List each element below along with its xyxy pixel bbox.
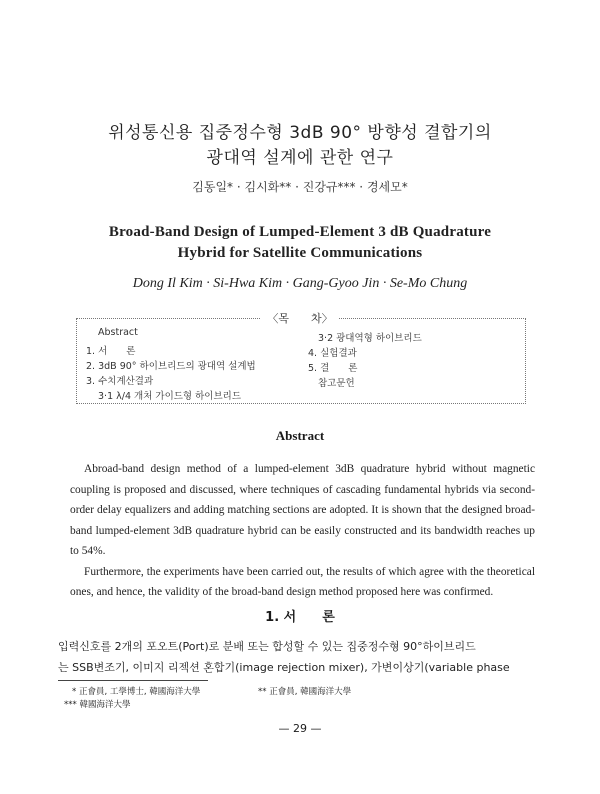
- footnote-3: *** 韓國海洋大學: [64, 700, 131, 710]
- korean-authors: 김동일* · 김시화** · 진강규*** · 경세모*: [192, 180, 408, 194]
- abstract-heading: Abstract: [275, 428, 325, 443]
- toc-right-item: 4. 실험결과: [308, 348, 357, 359]
- section-1-line-2: 는 SSB변조기, 이미지 리젝션 혼합기(image rejection mixer), 가변이상기(variable phase: [58, 661, 510, 674]
- toc-left-item: 3·1 λ/4 개처 가이드형 하이브리드: [98, 391, 242, 402]
- section-1-body: [58, 636, 548, 678]
- toc-left-item: 2. 3dB 90° 하이브리드의 광대역 설계법: [86, 361, 256, 372]
- section-1-line-1: 입력신호를 2개의 포오트(Port)로 분배 또는 합성할 수 있는 집중정수형 90°하이브리드: [58, 640, 476, 653]
- toc-right-item: 5. 결 론: [308, 363, 358, 374]
- korean-title-line2: 광대역 설계에 관한 연구: [206, 148, 394, 168]
- toc-left-item: Abstract: [98, 327, 138, 338]
- english-title-line2: Hybrid for Satellite Communications: [177, 245, 423, 261]
- abstract-body: [70, 459, 535, 603]
- footnote-rule: [58, 680, 208, 681]
- toc-left-item: 1. 서 론: [86, 346, 136, 357]
- english-authors: Dong Il Kim · Si-Hwa Kim · Gang-Gyoo Jin · Se-Mo Chung: [132, 276, 468, 291]
- toc-right-item: 참고문헌: [318, 378, 355, 389]
- toc-heading: [0, 310, 600, 326]
- toc-heading-text: 〈목 차〉: [261, 312, 338, 325]
- section-1-heading: 1. 서 론: [265, 610, 335, 625]
- footnote-1: * 正會員, 工學博士, 韓國海洋大學: [72, 687, 201, 697]
- abstract-paragraph-2: Furthermore, the experiments have been carried out, the results of which agree with the theoretical ones, and hence, the validity of the broad-band design method proposed here was confirmed.: [70, 565, 535, 598]
- page-number: — 29 —: [278, 722, 322, 735]
- footnote-2: ** 正會員, 韓國海洋大學: [258, 687, 352, 697]
- abstract-paragraph-1: Abroad-band design method of a lumped-element 3dB quadrature hybrid without magnetic coupling is proposed and discussed, where techniques of cascading fundamental hybrids via second-order delay equalizers and adding matching sections are adopted. It is shown that the designed broad-band lumped-element 3dB quadrature hybrid can be easily constructed and its bandwidth reaches up to 54%.: [70, 463, 535, 557]
- korean-title-line1: 위성통신용 집중정수형 3dB 90° 방향성 결합기의: [108, 123, 492, 143]
- toc-right-item: 3·2 광대역형 하이브리드: [318, 333, 422, 344]
- english-title-line1: Broad-Band Design of Lumped-Element 3 dB Quadrature: [108, 224, 492, 240]
- toc-left-item: 3. 수치계산결과: [86, 376, 154, 387]
